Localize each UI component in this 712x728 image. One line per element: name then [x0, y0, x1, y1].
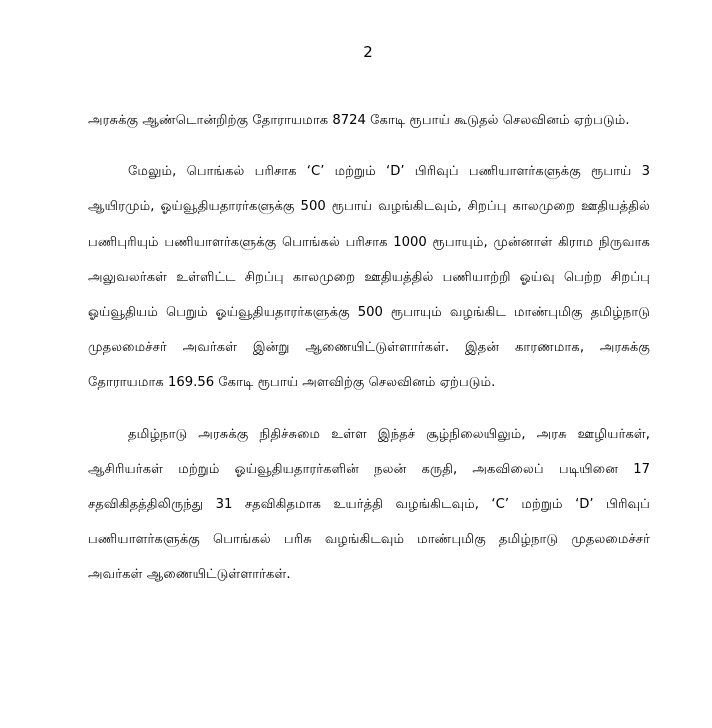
paragraph-pongal-gift: மேலும், பொங்கல் பரிசாக ‘C’ மற்றும் ‘D’ பிரிவுப் பணியாளர்களுக்கு ரூபாய் 3 ஆயிரமும், ஓய்வூதியதாரர்களுக்கு 500 ரூபாய் வழங்கிடவும், சிறப்பு காலமுறை ஊதியத்தில் பணிபுரியும் பணியாளர்களுக்கு பொங்கல் பரிசாக 1000 ரூபாயும், முன்னாள் கிராம நிருவாக அலுவலர்கள் உள்ளிட்ட சிறப்பு காலமுறை ஊதியத்தில் பணியாற்றி ஓய்வு பெற்ற சிறப்பு ஓய்வூதியம் பெறும் ஓய்வூதியதாரர்களுக்கு 500 ரூபாயும் வழங்கிட மாண்புமிகு தமிழ்நாடு முதலமைச்சர் அவர்கள் இன்று ஆணையிட்டுள்ளார்கள். இதன் காரணமாக, அரசுக்கு தோராயமாக 169.56 கோடி ரூபாய் அளவிற்கு செலவினம் ஏற்படும். — [88, 164, 650, 391]
paragraph-expenditure-intro: அரசுக்கு ஆண்டொன்றிற்கு தோராயமாக 8724 கோடி ரூபாய் கூடுதல் செலவினம் ஏற்படும். — [88, 113, 630, 128]
page-number: 2 — [363, 43, 373, 61]
paragraph-dearness-allowance: தமிழ்நாடு அரசுக்கு நிதிச்சுமை உள்ள இந்தச் சூழ்நிலையிலும், அரசு ஊழியர்கள், ஆசிரியர்கள் மற்றும் ஓய்வூதியதாரர்களின் நலன் கருதி, அகவிலைப் படியினை 17 சதவிகிதத்திலிருந்து 31 சதவிகிதமாக உயர்த்தி வழங்கிடவும், ‘C’ மற்றும் ‘D’ பிரிவுப் பணியாளர்களுக்கு பொங்கல் பரிசு வழங்கிடவும் மாண்புமிகு தமிழ்நாடு முதலமைச்சர் அவர்கள் ஆணையிட்டுள்ளார்கள். — [88, 426, 650, 583]
document-body — [88, 103, 650, 593]
